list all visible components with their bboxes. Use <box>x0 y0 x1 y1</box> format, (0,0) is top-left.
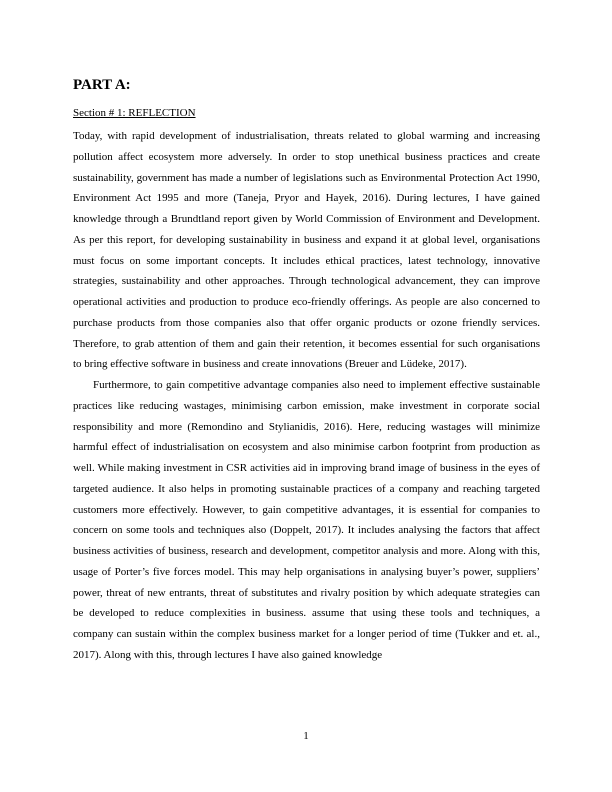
paragraph-2: Furthermore, to gain competitive advantage companies also need to implement effective sustainable practices like reducing wastages, minimising carbon emission, make investment in corporate social responsibility and more (Remondino and Stylianidis, 2016). Here, reducing wastages will minimize harmful effect of industrialisation on ecosystem and also minimise carbon footprint from production as well. While making investment in CSR activities aid in improving brand image of business in the eyes of targeted audience. It also helps in promoting sustainable practices of a company and reaching targeted customers more effectively. However, to gain competitive advantages, it is essential for companies to concern on some tools and techniques also (Doppelt, 2017). It includes analysing the factors that affect business activities of business, research and development, competitor analysis and more. Along with this, usage of Porter’s five forces model. This may help organisations in analysing buyer’s power, suppliers’ power, threat of new entrants, threat of substitutes and rivalry position by which adequate strategies can be developed to reduce complexities in business. assume that using these tools and techniques, a company can sustain within the complex business market for a longer period of time (Tukker and et. al., 2017). Along with this, through lectures I have also gained knowledge <box>73 379 540 661</box>
section-title: Section # 1: REFLECTION <box>73 107 196 119</box>
body-text <box>73 126 540 666</box>
page-heading: PART A: <box>73 77 131 93</box>
page-number: 1 <box>303 730 309 742</box>
paragraph-1: Today, with rapid development of industrialisation, threats related to global warming and increasing pollution affect ecosystem more adversely. In order to stop unethical business practices and create sustainability, government has made a number of legislations such as Environmental Protection Act 1990, Environment Act 1995 and more (Taneja, Pryor and Hayek, 2016). During lectures, I have gained knowledge through a Brundtland report given by World Commission of Environment and Development. As per this report, for developing sustainability in business and expand it at global level, organisations must focus on some important concepts. It includes ethical practices, latest technology, innovative strategies, sustainability and other approaches. Through technological advancement, they can improve operational activities and production to produce eco-friendly offerings. As people are also concerned to purchase products from those companies also that offer organic products or ozone friendly services. Therefore, to grab attention of them and gain their retention, it becomes essential for such organisations to bring effective software in business and create innovations (Breuer and Lüdeke, 2017). <box>73 130 540 371</box>
